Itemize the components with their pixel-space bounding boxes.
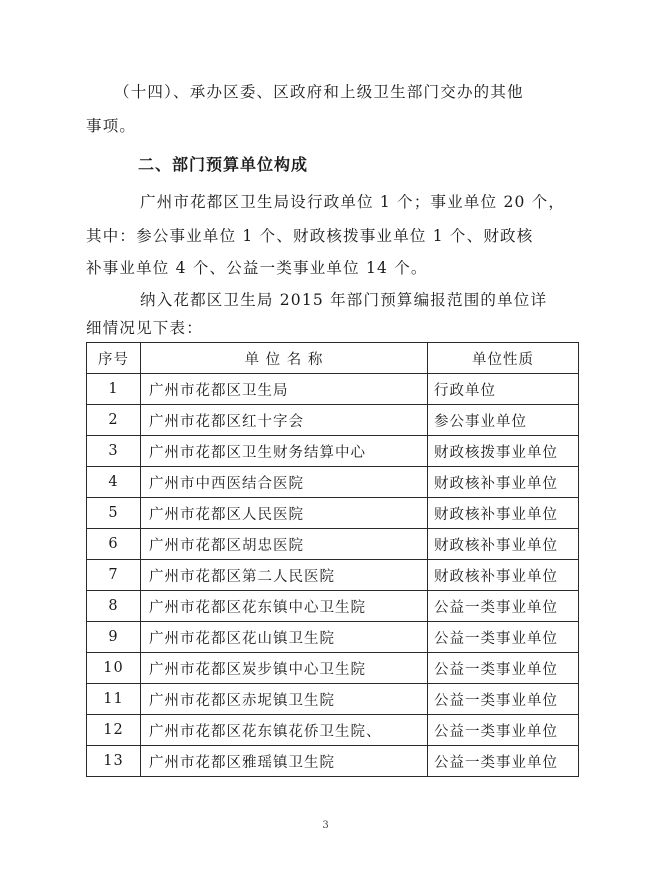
unit-name: 广州市花都区花东镇中心卫生院 — [141, 591, 428, 622]
section-heading: 二、部门预算单位构成 — [138, 155, 309, 174]
item14-line1: （十四）、承办区委、区政府和上级卫生部门交办的其他 — [114, 83, 524, 101]
composition-line1: 广州市花都区卫生局设行政单位 1 个；事业单位 20 个， — [140, 193, 566, 211]
row-number: 8 — [87, 591, 141, 622]
header-unit-type: 单位性质 — [428, 343, 579, 374]
unit-name: 广州市花都区红十字会 — [141, 405, 428, 436]
header-serial-number: 序号 — [87, 343, 141, 374]
unit-name: 广州市中西医结合医院 — [141, 467, 428, 498]
unit-type: 公益一类事业单位 — [428, 684, 579, 715]
unit-name: 广州市花都区赤坭镇卫生院 — [141, 684, 428, 715]
unit-name: 广州市花都区人民医院 — [141, 498, 428, 529]
table-row — [87, 374, 579, 405]
budget-units-table — [86, 342, 579, 777]
composition-line2: 其中：参公事业单位 1 个、财政核拨事业单位 1 个、财政核 — [86, 227, 534, 245]
row-number: 10 — [87, 653, 141, 684]
row-number: 9 — [87, 622, 141, 653]
row-number: 1 — [87, 374, 141, 405]
unit-type: 公益一类事业单位 — [428, 591, 579, 622]
unit-name: 广州市花都区第二人民医院 — [141, 560, 428, 591]
unit-name: 广州市花都区花东镇花侨卫生院、 — [141, 715, 428, 746]
unit-name: 广州市花都区炭步镇中心卫生院 — [141, 653, 428, 684]
table-row — [87, 498, 579, 529]
unit-name: 广州市花都区花山镇卫生院 — [141, 622, 428, 653]
row-number: 4 — [87, 467, 141, 498]
unit-name: 广州市花都区卫生财务结算中心 — [141, 436, 428, 467]
row-number: 11 — [87, 684, 141, 715]
table-row — [87, 622, 579, 653]
table-header-row — [87, 343, 579, 374]
unit-type: 财政核补事业单位 — [428, 498, 579, 529]
unit-type: 财政核拨事业单位 — [428, 436, 579, 467]
table-row — [87, 746, 579, 777]
composition-line3: 补事业单位 4 个、公益一类事业单位 14 个。 — [86, 259, 428, 277]
table-row — [87, 684, 579, 715]
row-number: 2 — [87, 405, 141, 436]
unit-name: 广州市花都区雅瑶镇卫生院 — [141, 746, 428, 777]
scope-line1: 纳入花都区卫生局 2015 年部门预算编报范围的单位详 — [140, 291, 548, 309]
unit-type: 财政核补事业单位 — [428, 560, 579, 591]
unit-type: 公益一类事业单位 — [428, 715, 579, 746]
unit-type: 财政核补事业单位 — [428, 529, 579, 560]
table-row — [87, 591, 579, 622]
row-number: 7 — [87, 560, 141, 591]
unit-type: 财政核补事业单位 — [428, 467, 579, 498]
unit-type: 公益一类事业单位 — [428, 746, 579, 777]
header-unit-name: 单 位 名 称 — [141, 343, 428, 374]
unit-type: 参公事业单位 — [428, 405, 579, 436]
unit-type: 公益一类事业单位 — [428, 653, 579, 684]
row-number: 6 — [87, 529, 141, 560]
unit-name: 广州市花都区卫生局 — [141, 374, 428, 405]
table-row — [87, 436, 579, 467]
page-number: 3 — [322, 820, 329, 831]
table-row — [87, 405, 579, 436]
table-row — [87, 560, 579, 591]
row-number: 12 — [87, 715, 141, 746]
scope-line2: 细情况见下表： — [86, 319, 203, 337]
table-row — [87, 653, 579, 684]
row-number: 5 — [87, 498, 141, 529]
row-number: 13 — [87, 746, 141, 777]
table-row — [87, 715, 579, 746]
unit-type: 行政单位 — [428, 374, 579, 405]
unit-type: 公益一类事业单位 — [428, 622, 579, 653]
unit-name: 广州市花都区胡忠医院 — [141, 529, 428, 560]
table-row — [87, 529, 579, 560]
row-number: 3 — [87, 436, 141, 467]
table-row — [87, 467, 579, 498]
item14-line2: 事项。 — [86, 117, 137, 135]
